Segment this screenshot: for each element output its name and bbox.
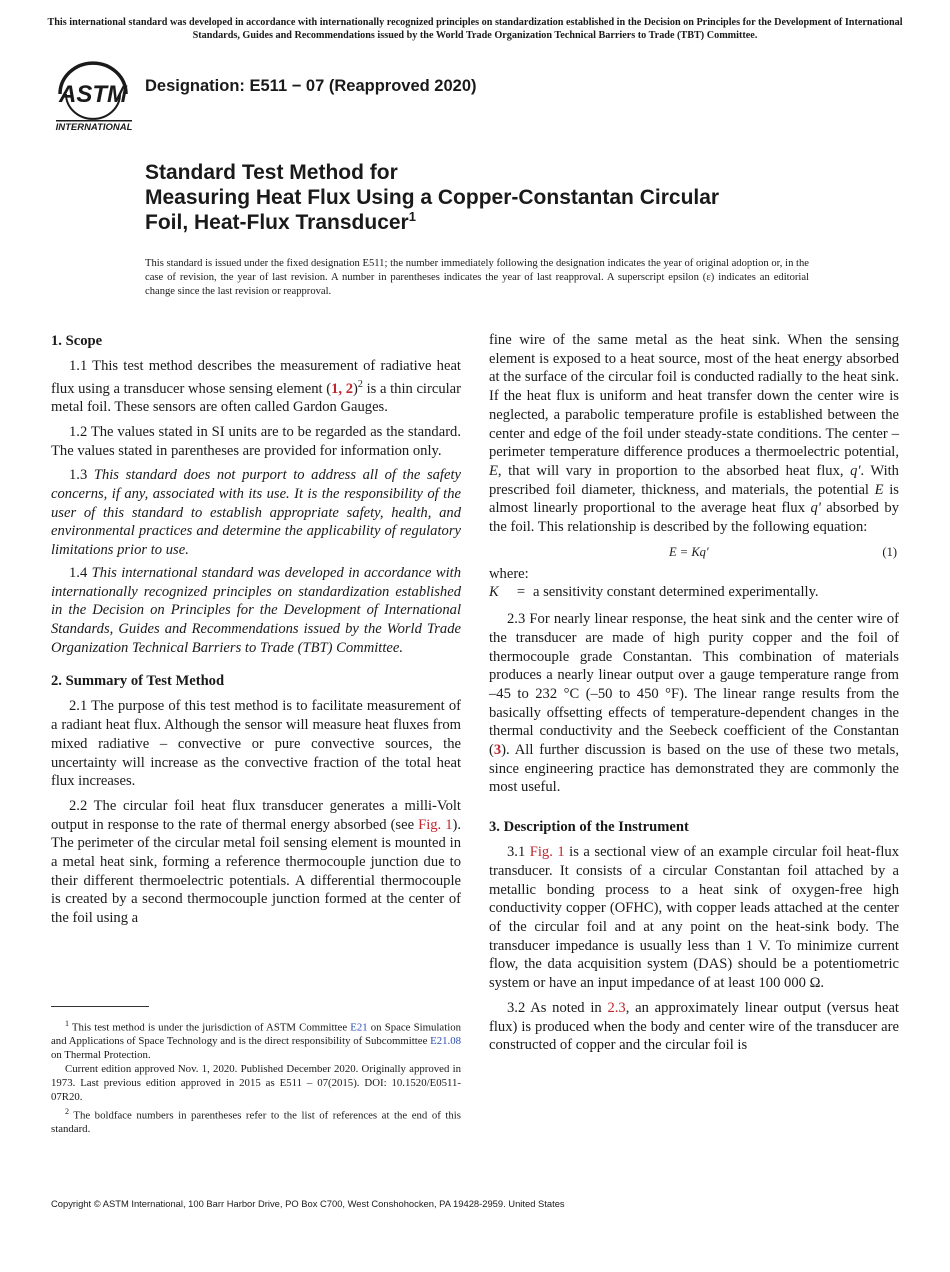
logo-text: ASTM (59, 81, 127, 108)
reference-link[interactable]: 1, 2 (331, 380, 354, 397)
right-column (489, 331, 899, 1055)
title-line-3: Foil, Heat-Flux Transducer$^1$ (145, 209, 416, 234)
term-equals: = (516, 584, 526, 601)
title-line-1: Standard Test Method for (145, 161, 398, 184)
subcommittee-link[interactable]: E21.08 (430, 1035, 461, 1048)
figure-1-link[interactable]: Fig. 1 (418, 816, 453, 833)
section-heading-description: 3. Description of the Instrument (489, 819, 689, 836)
committee-link[interactable]: E21 (350, 1021, 368, 1034)
footnotes (51, 1017, 461, 1138)
paragraph-3-2: 3.2 As noted in 2.3, an approximately linear output (versus heat flux) is produced when the body and center wire of the transducer are constructed of copper and the circular foil is (489, 999, 899, 1054)
title-line-2: Measuring Heat Flux Using a Copper-Constantan Circular (145, 186, 720, 209)
logo-subtext: INTERNATIONAL (55, 122, 133, 132)
paragraph-1-2: 1.2 The values stated in SI units are to be regarded as the standard. The values stated in parentheses are provided for information only. (51, 423, 461, 459)
left-column (51, 331, 461, 928)
paragraph-1-4: 1.4 This international standard was developed in accordance with internationally recognized principles on standardization established in the Decision on Principles for the Development of International Standards, Guides and Recommendations issued by the World Trade Organization Technical Barriers to Trade (TBT) Committee. (51, 564, 462, 656)
footnote-1: $^1$ This test method is under the jurisdiction of ASTM Committee E21 on Space Simulation and Applications of Space Technology and is the direct responsibility of Subcommittee E21.08 on Thermal Protection. (51, 1019, 461, 1061)
term-symbol: K (489, 584, 499, 601)
paragraph-2-2-continued: fine wire of the same metal as the heat sink. When the sensing element is exposed to a heat source, most of the heat energy absorbed at the surface of the circular foil is conducted radially to the heat sink. If the heat flux is uniform and heat transfer down the center wire is neglected, a parabolic temperature profile is established between the center and edge of the foil under steady-state conditions. The center – perimeter temperature difference produces a thermoelectric potential, E, that will vary in proportion to the absorbed heat flux, q'. With prescribed foil diameter, thickness, and materials, the potential E is almost linearly proportional to the average heat flux q' absorbed by the foil. This relationship is described by the following equation: (489, 332, 899, 536)
top-notice: This international standard was developed in accordance with internationally recognized principles on standardization established in the Decision on Principles for the Development of International Standards, Guides and Recommendations issued by the World Trade Organization Technical Barriers to Trade (TBT) Committee. (47, 17, 903, 41)
equation-number: (1) (882, 544, 897, 559)
term-definition-K (489, 583, 899, 602)
section-2-3-link[interactable]: 2.3 (607, 999, 626, 1016)
paragraph-2-2: 2.2 The circular foil heat flux transducer generates a milli-Volt output in response to the rate of thermal energy absorbed (see Fig. 1). The perimeter of the circular metal foil sensing element is mounted in a metal heat sink, forming a reference thermocouple junction due to their different thermoelectric potentials. A differential thermocouple is created by a second thermocouple junction formed at the center of the foil using a (51, 797, 462, 927)
page-title (145, 160, 845, 235)
designation: Designation: E511 − 07 (Reapproved 2020) (145, 77, 477, 95)
reference-link-3[interactable]: 3 (493, 742, 502, 759)
paragraph-2-1: 2.1 The purpose of this test method is to facilitate measurement of a radiant heat flux. Although the sensor will measure heat fluxes from mixed radiative – convective or pure convective sources, the uncertainty will increase as the convective fraction of the total heat flux increases. (51, 698, 461, 790)
paragraph-3-1: 3.1 Fig. 1 is a sectional view of an example circular foil heat-flux transducer. It consists of a circular Constantan foil attached by a metallic bonding process to a heat sink of oxygen-free high conductivity copper (OFHC), with copper leads attached at the center of the circular foil and at any point on the heat-sink body. The transducer impedance is usually less than 1 V. To minimize current flow, the data acquisition system (DAS) should be a potentiometric system or have an input impedance of at least 100 000 Ω. (489, 844, 900, 992)
section-heading-summary: 2. Summary of Test Method (51, 673, 225, 690)
paragraph-2-3: 2.3 For nearly linear response, the heat sink and the center wire of the transducer are made of high purity copper and the foil of thermocouple grade Constantan. This combination of materials produces a nearly linear output over a gauge temperature range from –45 to 232 °C (–50 to 450 °F). The linear range results from the basically offsetting effects of temperature-dependent changes in the thermal conductivity and the Seebeck coefficient of the Constantan (3). All further discussion is based on the use of these two metals, since engineering practice has demonstrated they are commonly the most useful. (489, 611, 899, 796)
title-footnote-mark[interactable]: 1 (408, 209, 416, 224)
footnote-edition: Current edition approved Nov. 1, 2020. Published December 2020. Originally approved in 1973. Last previous edition approved in 2015 as E511 – 07(2015). DOI: 10.1520/E0511-07R20. (51, 1063, 461, 1103)
footnote-divider (51, 1006, 149, 1007)
copyright: Copyright © ASTM International, 100 Barr Harbor Drive, PO Box C700, West Conshohocken, PA 19428-2959. United States (51, 1198, 565, 1209)
section-heading-scope: 1. Scope (51, 333, 103, 349)
term-definition-text: a sensitivity constant determined experimentally. (533, 584, 819, 601)
footnote-mark-2[interactable]: 2 (357, 378, 363, 390)
issuance-statement: This standard is issued under the fixed designation E511; the number immediately following the designation indicates the year of original adoption or, in the case of revision, the year of last revision. A number in parentheses indicates the year of last reapproval. A superscript epsilon (ε) indicates an editorial change since the last revision or reapproval. (145, 258, 809, 297)
equation-text: E = Kq' (669, 544, 709, 559)
paragraph-1-3: 1.3 This standard does not purport to address all of the safety concerns, if any, associated with its use. It is the responsibility of the user of this standard to establish appropriate safety, health, and environmental practices and determine the applicability of regulatory limitations prior to use. (51, 467, 461, 559)
where-label: where: (489, 565, 529, 582)
astm-logo (52, 56, 136, 132)
footnote-2: $^2$ The boldface numbers in parentheses refer to the list of references at the end of this standard. (51, 1107, 461, 1136)
equation-1 (489, 541, 899, 563)
paragraph-1-1: 1.1 This test method describes the measurement of radiative heat flux using a transducer whose sensing element (1, 2)$^2$ is a thin circular metal foil. These sensors are often called Gardon Gauges. (51, 358, 462, 416)
figure-1-link-2[interactable]: Fig. 1 (529, 844, 565, 861)
